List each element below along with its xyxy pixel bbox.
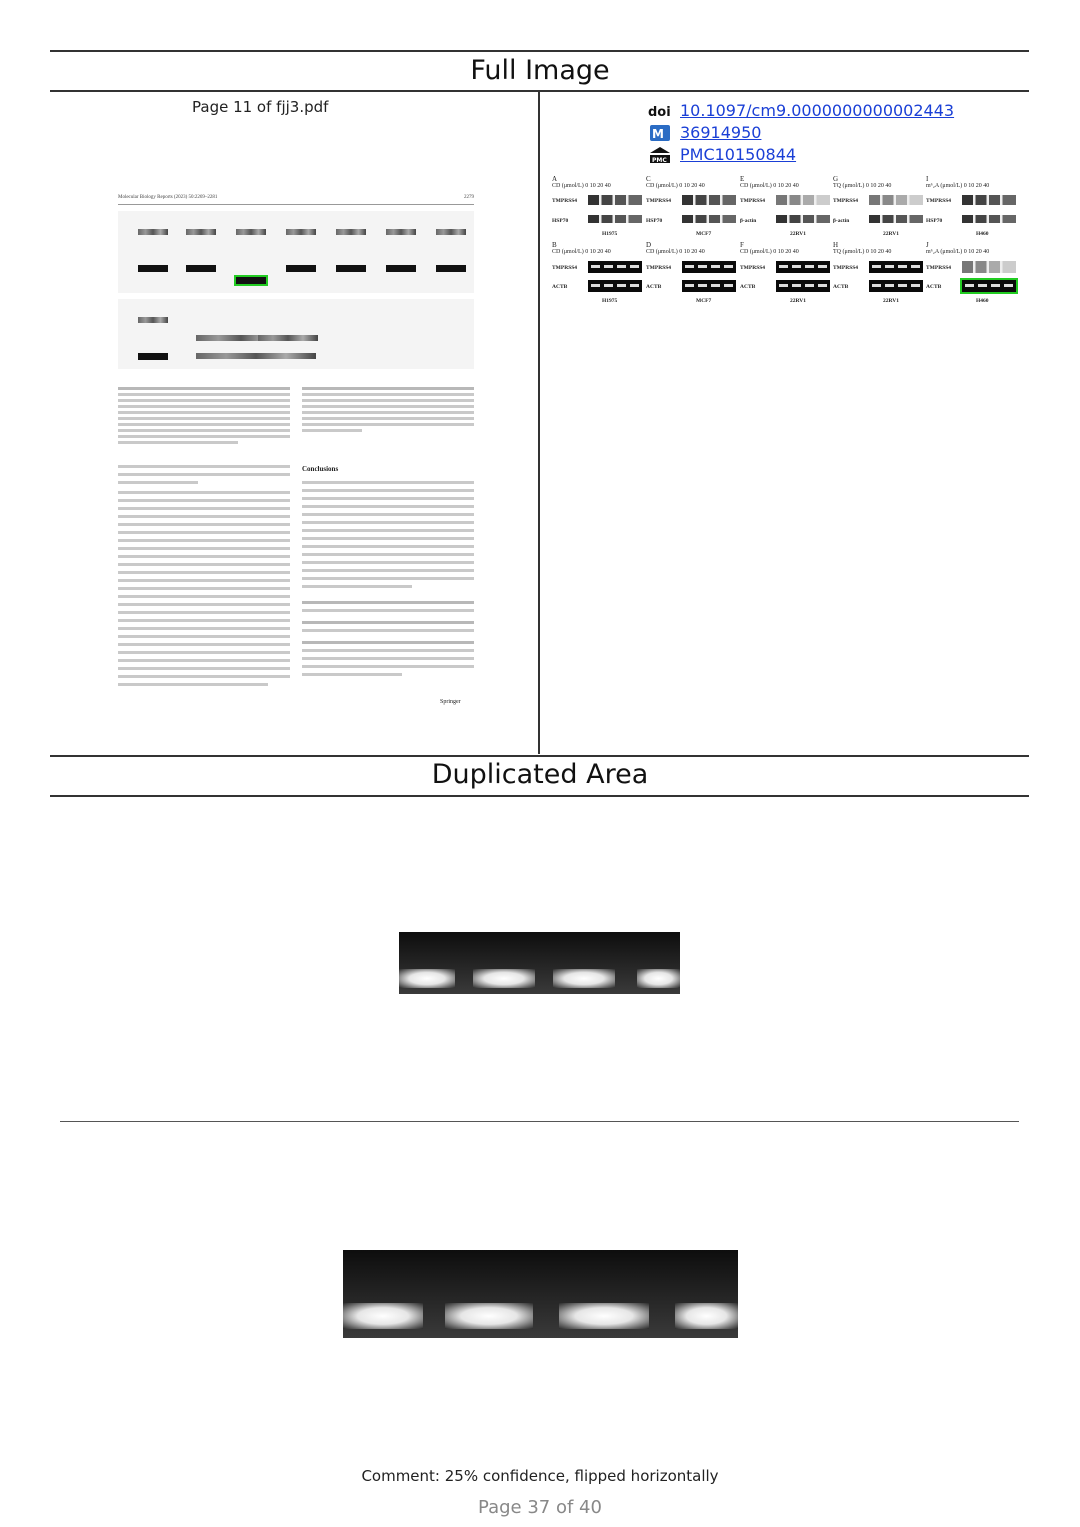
body-line: [118, 481, 198, 484]
svg-text:M: M: [652, 126, 664, 141]
doi-link[interactable]: 10.1097/cm9.0000000000002443: [680, 101, 955, 120]
panel-label: H: [833, 241, 839, 249]
row-label: ACTB: [552, 284, 568, 290]
panel-label: C: [646, 175, 651, 183]
pubmed-link[interactable]: 36914950: [680, 123, 762, 142]
panel-label: I: [926, 175, 929, 183]
gel-band: [336, 265, 366, 272]
body-line: [302, 641, 474, 644]
row-label: HSP70: [646, 218, 663, 224]
top-rule: [50, 50, 1029, 52]
body-line: [118, 499, 290, 502]
duplicated-crop-right-figure: [343, 1250, 738, 1338]
pmc-link[interactable]: PMC10150844: [680, 145, 797, 164]
blot-band: [436, 229, 466, 235]
cell-line-label: MCF7: [696, 231, 712, 237]
body-line: [118, 659, 290, 662]
gel-band-highlighted: [962, 280, 1016, 292]
body-line: [302, 673, 402, 676]
caption-line: [118, 441, 238, 444]
blot-band: [869, 195, 923, 205]
body-line: [302, 529, 474, 532]
row-label: HSP70: [926, 218, 943, 224]
panel-concentrations: CD (μmol/L) 0 10 20 40: [646, 249, 705, 255]
gel-band: [776, 280, 830, 292]
duplicated-top-rule: [50, 755, 1029, 757]
body-line: [118, 531, 290, 534]
figure-panel-row1: [118, 211, 474, 293]
body-line: [302, 553, 474, 556]
page-caption: Page 11 of fjj3.pdf: [192, 98, 329, 116]
blot-band: [588, 215, 642, 223]
crop-separator: [60, 1121, 1019, 1122]
blot-band: [776, 195, 830, 205]
row-label: TMPRSS4: [646, 198, 672, 204]
caption-line: [302, 393, 474, 396]
paper-header-line: [118, 204, 474, 205]
panel-label: D: [646, 241, 652, 249]
blot-band: [962, 195, 1016, 205]
caption-line: [302, 399, 474, 402]
blot-band: [386, 229, 416, 235]
body-line: [118, 611, 290, 614]
caption-line: [118, 411, 290, 414]
body-line: [118, 651, 290, 654]
body-line: [302, 577, 474, 580]
paper-header: [118, 195, 474, 200]
row-label: ACTB: [833, 284, 849, 290]
pubmed-row: [648, 123, 761, 142]
panel-concentrations: m⁶₂A (μmol/L) 0 10 20 40: [926, 183, 990, 189]
cell-line-label: H460: [976, 231, 989, 237]
caption-line: [118, 423, 290, 426]
gel-band: [386, 265, 416, 272]
caption-line: [302, 423, 474, 426]
doi-icon: [648, 102, 672, 120]
body-line: [302, 497, 474, 500]
springer-logo: Springer: [440, 699, 461, 705]
body-line: [118, 635, 290, 638]
blot-band: [776, 215, 830, 223]
gel-lane-band: [473, 969, 535, 988]
caption-line: [118, 435, 290, 438]
cell-line-label: 22RV1: [790, 231, 807, 237]
gel-band: [869, 261, 923, 273]
body-line: [302, 601, 474, 604]
body-line: [302, 545, 474, 548]
svg-text:doi: doi: [648, 104, 671, 119]
cell-line-label: 22RV1: [790, 298, 807, 304]
gel-band: [869, 280, 923, 292]
panel-label: E: [740, 175, 745, 183]
panel-concentrations: TQ (μmol/L) 0 10 20 40: [833, 183, 892, 189]
blot-band: [138, 317, 168, 323]
duplicated-area-rule: [50, 795, 1029, 797]
caption-line: [118, 417, 290, 420]
row-label: TMPRSS4: [552, 198, 578, 204]
row-label: TMPRSS4: [926, 198, 952, 204]
body-line: [118, 619, 290, 622]
paper-page-thumbnail: [118, 195, 474, 715]
body-line: [118, 627, 290, 630]
blot-band: [336, 229, 366, 235]
row-label: TMPRSS4: [740, 198, 766, 204]
body-line: [118, 539, 290, 542]
svg-text:PMC: PMC: [652, 156, 667, 164]
cell-line-label: 22RV1: [883, 231, 900, 237]
body-line: [118, 587, 290, 590]
panel-label: B: [552, 241, 557, 249]
panel-label: G: [833, 175, 839, 183]
body-line: [118, 563, 290, 566]
blot-band: [588, 195, 642, 205]
row-label: β-actin: [740, 218, 757, 224]
body-line: [118, 683, 268, 686]
blot-band: [962, 261, 1016, 273]
column-divider: [538, 92, 540, 754]
row-label: ACTB: [646, 284, 662, 290]
body-line: [118, 491, 290, 494]
panel-concentrations: CD (μmol/L) 0 10 20 40: [552, 183, 611, 189]
blot-band: [186, 229, 216, 235]
gel-lane-band: [559, 1303, 649, 1329]
gel-band: [138, 353, 168, 360]
blot-band: [138, 229, 168, 235]
pmc-row: [648, 145, 796, 164]
body-line: [302, 561, 474, 564]
row-label: TMPRSS4: [833, 265, 859, 271]
body-line: [118, 579, 290, 582]
gel-band: [588, 280, 642, 292]
blot-band: [258, 335, 318, 341]
row-label: TMPRSS4: [740, 265, 766, 271]
panel-concentrations: CD (μmol/L) 0 10 20 40: [740, 183, 799, 189]
body-line: [302, 629, 474, 632]
row-label: TMPRSS4: [833, 198, 859, 204]
pubmed-icon: [648, 124, 672, 142]
duplicated-crop-left-figure: [399, 932, 680, 994]
body-line: [302, 513, 474, 516]
blot-band: [869, 215, 923, 223]
western-blot-figure: [548, 175, 1022, 310]
panel-label: F: [740, 241, 744, 249]
blot-band: [286, 229, 316, 235]
gel-lane-band: [399, 969, 455, 988]
row-label: ACTB: [926, 284, 942, 290]
caption-line: [118, 405, 290, 408]
panel-concentrations: CD (μmol/L) 0 10 20 40: [646, 183, 705, 189]
duplicated-area-title: Duplicated Area: [431, 759, 649, 790]
gel-band: [138, 265, 168, 272]
body-line: [302, 665, 474, 668]
panel-concentrations: CD (μmol/L) 0 10 20 40: [740, 249, 799, 255]
body-line: [118, 507, 290, 510]
body-line: [302, 621, 474, 624]
body-line: [302, 481, 474, 484]
caption-line: [302, 417, 474, 420]
gel-band-highlighted: [236, 277, 266, 284]
gel-band: [776, 261, 830, 273]
body-line: [118, 603, 290, 606]
blot-band: [962, 215, 1016, 223]
doi-row: [648, 101, 954, 120]
cell-line-label: H460: [976, 298, 989, 304]
body-line: [118, 555, 290, 558]
body-line: [118, 473, 290, 476]
caption-line: [118, 387, 290, 390]
row-label: TMPRSS4: [646, 265, 672, 271]
row-label: TMPRSS4: [926, 265, 952, 271]
body-line: [118, 667, 290, 670]
body-line: [302, 537, 474, 540]
body-line: [118, 465, 290, 468]
body-line: [118, 675, 290, 678]
panel-concentrations: TQ (μmol/L) 0 10 20 40: [833, 249, 892, 255]
gel-band: [186, 265, 216, 272]
blot-band: [236, 229, 266, 235]
caption-line: [302, 411, 474, 414]
gel-band: [682, 280, 736, 292]
gel-band: [682, 261, 736, 273]
body-line: [118, 547, 290, 550]
body-line: [302, 489, 474, 492]
paper-header-page: 2279: [464, 195, 474, 200]
cell-line-label: 22RV1: [883, 298, 900, 304]
body-line: [118, 595, 290, 598]
body-line: [302, 585, 412, 588]
cell-line-label: H1975: [602, 231, 618, 237]
panel-label: J: [926, 241, 929, 249]
page-indicator: Page 37 of 40: [478, 1497, 602, 1518]
body-line: [302, 505, 474, 508]
blot-band: [682, 215, 736, 223]
gel-band: [436, 265, 466, 272]
body-line: [302, 609, 474, 612]
body-line: [118, 571, 290, 574]
gel-lane-band: [637, 969, 680, 988]
gel-lane-band: [445, 1303, 533, 1329]
cell-line-label: H1975: [602, 298, 618, 304]
full-image-title: Full Image: [470, 55, 610, 86]
gel-band: [286, 265, 316, 272]
row-label: ACTB: [740, 284, 756, 290]
gel-lane-band: [343, 1303, 423, 1329]
caption-line: [302, 387, 474, 390]
body-line: [118, 515, 290, 518]
row-label: TMPRSS4: [552, 265, 578, 271]
paper-header-journal: Molecular Biology Reports (2023) 50:2269–2281: [118, 195, 218, 200]
caption-line: [118, 429, 290, 432]
body-line: [118, 523, 290, 526]
pmc-icon: [648, 146, 672, 164]
caption-line: [302, 405, 474, 408]
blot-band: [682, 195, 736, 205]
gel-lane-band: [675, 1303, 738, 1329]
caption-line: [118, 399, 290, 402]
body-line: [302, 569, 474, 572]
panel-concentrations: CD (μmol/L) 0 10 20 40: [552, 249, 611, 255]
gel-band: [588, 261, 642, 273]
panel-label: A: [552, 175, 558, 183]
body-line: [302, 521, 474, 524]
cell-line-label: MCF7: [696, 298, 712, 304]
body-line: [302, 657, 474, 660]
conclusions-heading: Conclusions: [302, 465, 339, 473]
comment-text: Comment: 25% confidence, flipped horizontally: [361, 1467, 719, 1485]
blot-band: [196, 353, 316, 359]
panel-concentrations: m⁶₂A (μmol/L) 0 10 20 40: [926, 249, 990, 255]
body-line: [118, 643, 290, 646]
row-label: HSP70: [552, 218, 569, 224]
row-label: β-actin: [833, 218, 850, 224]
caption-line: [302, 429, 362, 432]
body-line: [302, 649, 474, 652]
caption-line: [118, 393, 290, 396]
gel-lane-band: [553, 969, 615, 988]
